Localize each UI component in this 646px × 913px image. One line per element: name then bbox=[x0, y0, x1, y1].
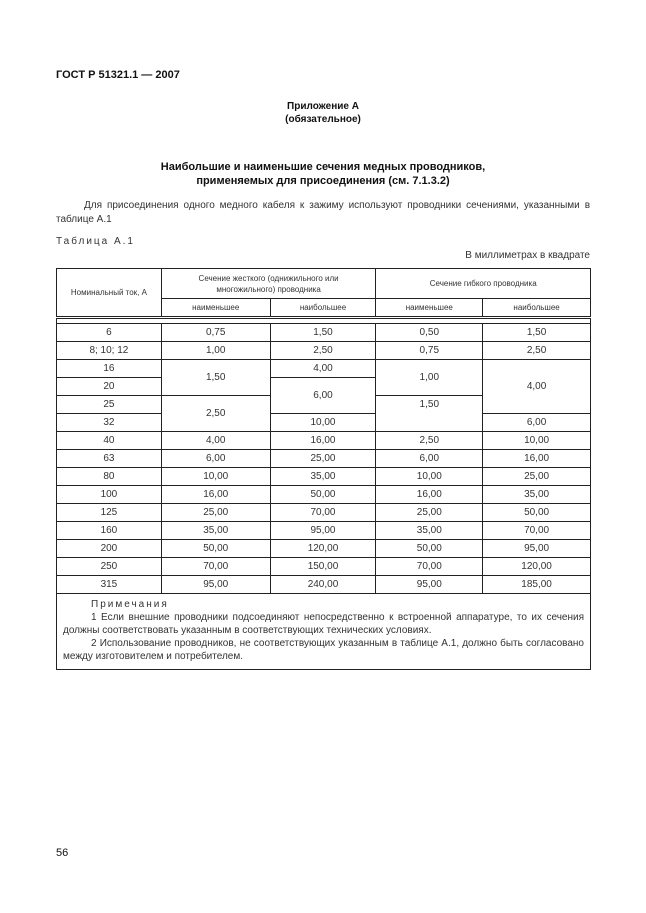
cell: 6,00 bbox=[376, 450, 483, 468]
cell: 25,00 bbox=[270, 450, 376, 468]
cell: 63 bbox=[57, 450, 162, 468]
cell: 70,00 bbox=[483, 522, 591, 540]
cell: 125 bbox=[57, 504, 162, 522]
cell: 0,75 bbox=[161, 324, 270, 342]
cell: 50,00 bbox=[270, 486, 376, 504]
cell: 315 bbox=[57, 576, 162, 594]
cell: 16,00 bbox=[483, 450, 591, 468]
cell: 80 bbox=[57, 468, 162, 486]
cell: 6 bbox=[57, 324, 162, 342]
cell: 100 bbox=[57, 486, 162, 504]
table-row bbox=[57, 432, 591, 450]
cell: 10,00 bbox=[270, 414, 376, 432]
cell: 16,00 bbox=[376, 486, 483, 504]
cell: 25,00 bbox=[483, 468, 591, 486]
cell: 2,50 bbox=[270, 342, 376, 360]
cell: 2,50 bbox=[483, 342, 591, 360]
cell: 25,00 bbox=[376, 504, 483, 522]
cell: 1,50 bbox=[483, 324, 591, 342]
page-number: 56 bbox=[56, 847, 69, 859]
cell: 120,00 bbox=[270, 540, 376, 558]
table-label: Таблица А.1 bbox=[56, 236, 135, 247]
table-row bbox=[57, 504, 591, 522]
cell: 185,00 bbox=[483, 576, 591, 594]
cell: 20 bbox=[57, 378, 162, 396]
header-flex-min: наименьшее bbox=[376, 299, 483, 318]
cell: 35,00 bbox=[376, 522, 483, 540]
intro-paragraph: Для присоединения одного медного кабеля к зажиму используют проводники сечениями, указанными в таблице А.1 bbox=[56, 200, 590, 225]
cell: 1,50 bbox=[270, 324, 376, 342]
cell: 70,00 bbox=[376, 558, 483, 576]
appendix-title: Приложение А bbox=[287, 101, 359, 112]
cell: 16 bbox=[57, 360, 162, 378]
cell: 32 bbox=[57, 414, 162, 432]
cell: 16,00 bbox=[270, 432, 376, 450]
cell: 95,00 bbox=[270, 522, 376, 540]
conductor-table bbox=[56, 268, 591, 670]
cell: 150,00 bbox=[270, 558, 376, 576]
cell: 250 bbox=[57, 558, 162, 576]
cell: 200 bbox=[57, 540, 162, 558]
table-row bbox=[57, 468, 591, 486]
table-row bbox=[57, 576, 591, 594]
cell: 25 bbox=[57, 396, 162, 414]
cell: 35,00 bbox=[161, 522, 270, 540]
cell: 10,00 bbox=[483, 432, 591, 450]
cell: 16,00 bbox=[161, 486, 270, 504]
cell: 35,00 bbox=[483, 486, 591, 504]
table-row bbox=[57, 450, 591, 468]
cell: 70,00 bbox=[161, 558, 270, 576]
table-units: В миллиметрах в квадрате bbox=[465, 250, 590, 261]
header-flex: Сечение гибкого проводника bbox=[376, 269, 591, 299]
cell: 8; 10; 12 bbox=[57, 342, 162, 360]
cell: 25,00 bbox=[161, 504, 270, 522]
table-row bbox=[57, 360, 591, 378]
cell: 4,00 bbox=[161, 432, 270, 450]
cell: 95,00 bbox=[161, 576, 270, 594]
header-rigid: Сечение жесткого (однижильного или многожильного) проводника bbox=[161, 269, 376, 299]
cell: 2,50 bbox=[161, 396, 270, 432]
note-2: 2 Использование проводников, не соответствующих указанным в таблице А.1, должно быть согласовано между изготовителем и потребителем. bbox=[63, 638, 584, 662]
cell: 4,00 bbox=[270, 360, 376, 378]
cell: 95,00 bbox=[483, 540, 591, 558]
cell: 1,00 bbox=[376, 360, 483, 396]
table-row bbox=[57, 522, 591, 540]
appendix-type: (обязательное) bbox=[285, 114, 361, 125]
cell: 40 bbox=[57, 432, 162, 450]
notes-row bbox=[57, 594, 591, 670]
cell: 120,00 bbox=[483, 558, 591, 576]
cell: 4,00 bbox=[483, 360, 591, 414]
section-title bbox=[0, 160, 646, 188]
note-1: 1 Если внешние проводники подсоединяют непосредственно к встроенной аппаратуре, то их сечения должны соответствовать указанным в соответствующих технических условиях. bbox=[63, 612, 584, 636]
table-row bbox=[57, 414, 591, 432]
header-current: Номинальный ток, А bbox=[57, 269, 162, 318]
cell: 50,00 bbox=[483, 504, 591, 522]
cell: 10,00 bbox=[161, 468, 270, 486]
table-row bbox=[57, 486, 591, 504]
notes-cell bbox=[57, 594, 591, 670]
notes-title: Примечания bbox=[91, 599, 169, 610]
cell: 1,00 bbox=[161, 342, 270, 360]
cell: 95,00 bbox=[376, 576, 483, 594]
cell: 6,00 bbox=[270, 378, 376, 414]
title-line-1: Наибольшие и наименьшие сечения медных проводников, bbox=[160, 161, 486, 173]
appendix-heading bbox=[0, 100, 646, 126]
header-flex-max: наибольшее bbox=[483, 299, 591, 318]
cell: 160 bbox=[57, 522, 162, 540]
cell: 70,00 bbox=[270, 504, 376, 522]
cell: 1,50 bbox=[161, 360, 270, 396]
cell: 6,00 bbox=[483, 414, 591, 432]
title-line-2: применяемых для присоединения (см. 7.1.3.2) bbox=[196, 175, 450, 187]
header-rigid-max: наибольшее bbox=[270, 299, 376, 318]
table-row bbox=[57, 342, 591, 360]
cell: 2,50 bbox=[376, 432, 483, 450]
cell: 0,75 bbox=[376, 342, 483, 360]
table-row bbox=[57, 324, 591, 342]
cell: 35,00 bbox=[270, 468, 376, 486]
cell: 1,50 bbox=[376, 396, 483, 432]
cell: 240,00 bbox=[270, 576, 376, 594]
cell: 6,00 bbox=[161, 450, 270, 468]
table-row bbox=[57, 558, 591, 576]
cell: 50,00 bbox=[376, 540, 483, 558]
header-rigid-min: наименьшее bbox=[161, 299, 270, 318]
table-row bbox=[57, 540, 591, 558]
cell: 0,50 bbox=[376, 324, 483, 342]
standard-header: ГОСТ Р 51321.1 — 2007 bbox=[56, 69, 180, 81]
cell: 10,00 bbox=[376, 468, 483, 486]
cell: 50,00 bbox=[161, 540, 270, 558]
